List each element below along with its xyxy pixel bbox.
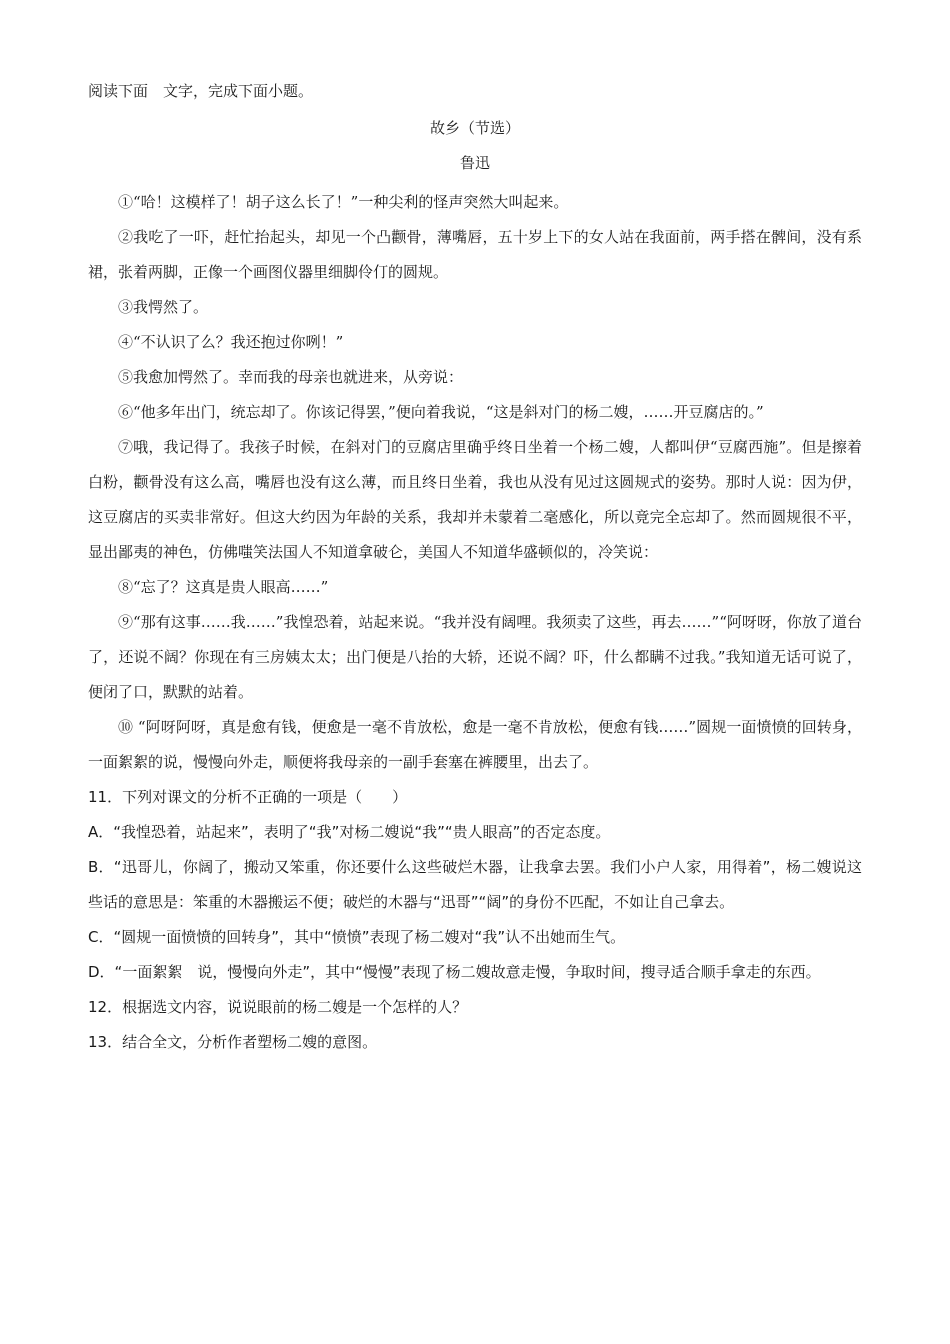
question-11-option-c: C．“圆规一面愤愤的回转身”，其中“愤愤”表现了杨二嫂对“我”认不出她而生气。: [88, 928, 626, 946]
passage-title: 故乡（节选）: [429, 119, 520, 137]
passage-paragraph-1: ①“哈！这模样了！胡子这么长了！”一种尖利的怪声突然大叫起来。: [118, 193, 569, 211]
question-11-option-d: D．“一面絮絮 说，慢慢向外走”，其中“慢慢”表现了杨二嫂故意走慢，争取时间，搜寻适合顺手拿走的东西。: [88, 963, 821, 981]
passage-body: [88, 185, 862, 780]
passage-paragraph-8: ⑧“忘了？这真是贵人眼高……”: [118, 578, 329, 596]
passage-paragraph-5: ⑤我愈加愕然了。幸而我的母亲也就进来，从旁说：: [118, 368, 464, 386]
question-11-option-b: B．“迅哥儿，你阔了，搬动又笨重，你还要什么这些破烂木器，让我拿去罢。我们小户人家，用得着”，杨二嫂说这些话的意思是：笨重的木器搬运不便；破烂的木器与“迅哥”“阔”的身份不匹配，不如让自己拿去。: [88, 858, 862, 911]
question-11-stem: 11．下列对课文的分析不正确的一项是（ ）: [88, 788, 408, 806]
passage-paragraph-7: ⑦哦，我记得了。我孩子时候，在斜对门的豆腐店里确乎终日坐着一个杨二嫂，人都叫伊“豆腐西施”。但是擦着白粉，颧骨没有这么高，嘴唇也没有这么薄，而且终日坐着，我也从没有见过这圆规式的姿势。那时人说：因为伊，这豆腐店的买卖非常好。但这大约因为年龄的关系，我却并未蒙着二毫感化，所以竟完全忘却了。然而圆规很不平，显出鄙夷的神色，仿佛嗤笑法国人不知道拿破仑，美国人不知道华盛顿似的，冷笑说：: [88, 438, 862, 561]
passage-paragraph-4: ④“不认识了么？我还抱过你咧！”: [118, 333, 344, 351]
passage-paragraph-6: ⑥“他多年出门，统忘却了。你该记得罢，”便向着我说，“这是斜对门的杨二嫂，……开豆腐店的。”: [118, 403, 764, 421]
passage-paragraph-9: ⑨“那有这事……我……”我惶恐着，站起来说。“我并没有阔哩。我须卖了这些，再去……”“阿呀呀，你放了道台了，还说不阔？你现在有三房姨太太；出门便是八抬的大轿，还说不阔？吓，什么都瞒不过我。”我知道无话可说了，便闭了口，默默的站着。: [88, 613, 862, 701]
passage-author: 鲁迅: [459, 154, 490, 172]
passage-paragraph-3: ③我愕然了。: [118, 298, 209, 316]
passage-paragraph-2: ②我吃了一吓，赶忙抬起头，却见一个凸颧骨，薄嘴唇，五十岁上下的女人站在我面前，两手搭在髀间，没有系裙，张着两脚，正像一个画图仪器里细脚伶仃的圆规。: [88, 228, 862, 281]
question-13: 13．结合全文，分析作者塑杨二嫂的意图。: [88, 1033, 378, 1051]
question-12: 12．根据选文内容，说说眼前的杨二嫂是一个怎样的人？: [88, 998, 468, 1016]
question-11-option-a: A．“我惶恐着，站起来”，表明了“我”对杨二嫂说“我”“贵人眼高”的否定态度。: [88, 823, 611, 841]
questions-section: [88, 780, 862, 1060]
reading-instruction: 阅读下面 文字，完成下面小题。: [88, 82, 314, 100]
passage-paragraph-10: ⑩ “阿呀阿呀，真是愈有钱，便愈是一毫不肯放松，愈是一毫不肯放松，便愈有钱……”圆规一面愤愤的回转身，一面絮絮的说，慢慢向外走，顺便将我母亲的一副手套塞在裤腰里，出去了。: [88, 718, 862, 771]
document-page: [88, 78, 862, 1060]
